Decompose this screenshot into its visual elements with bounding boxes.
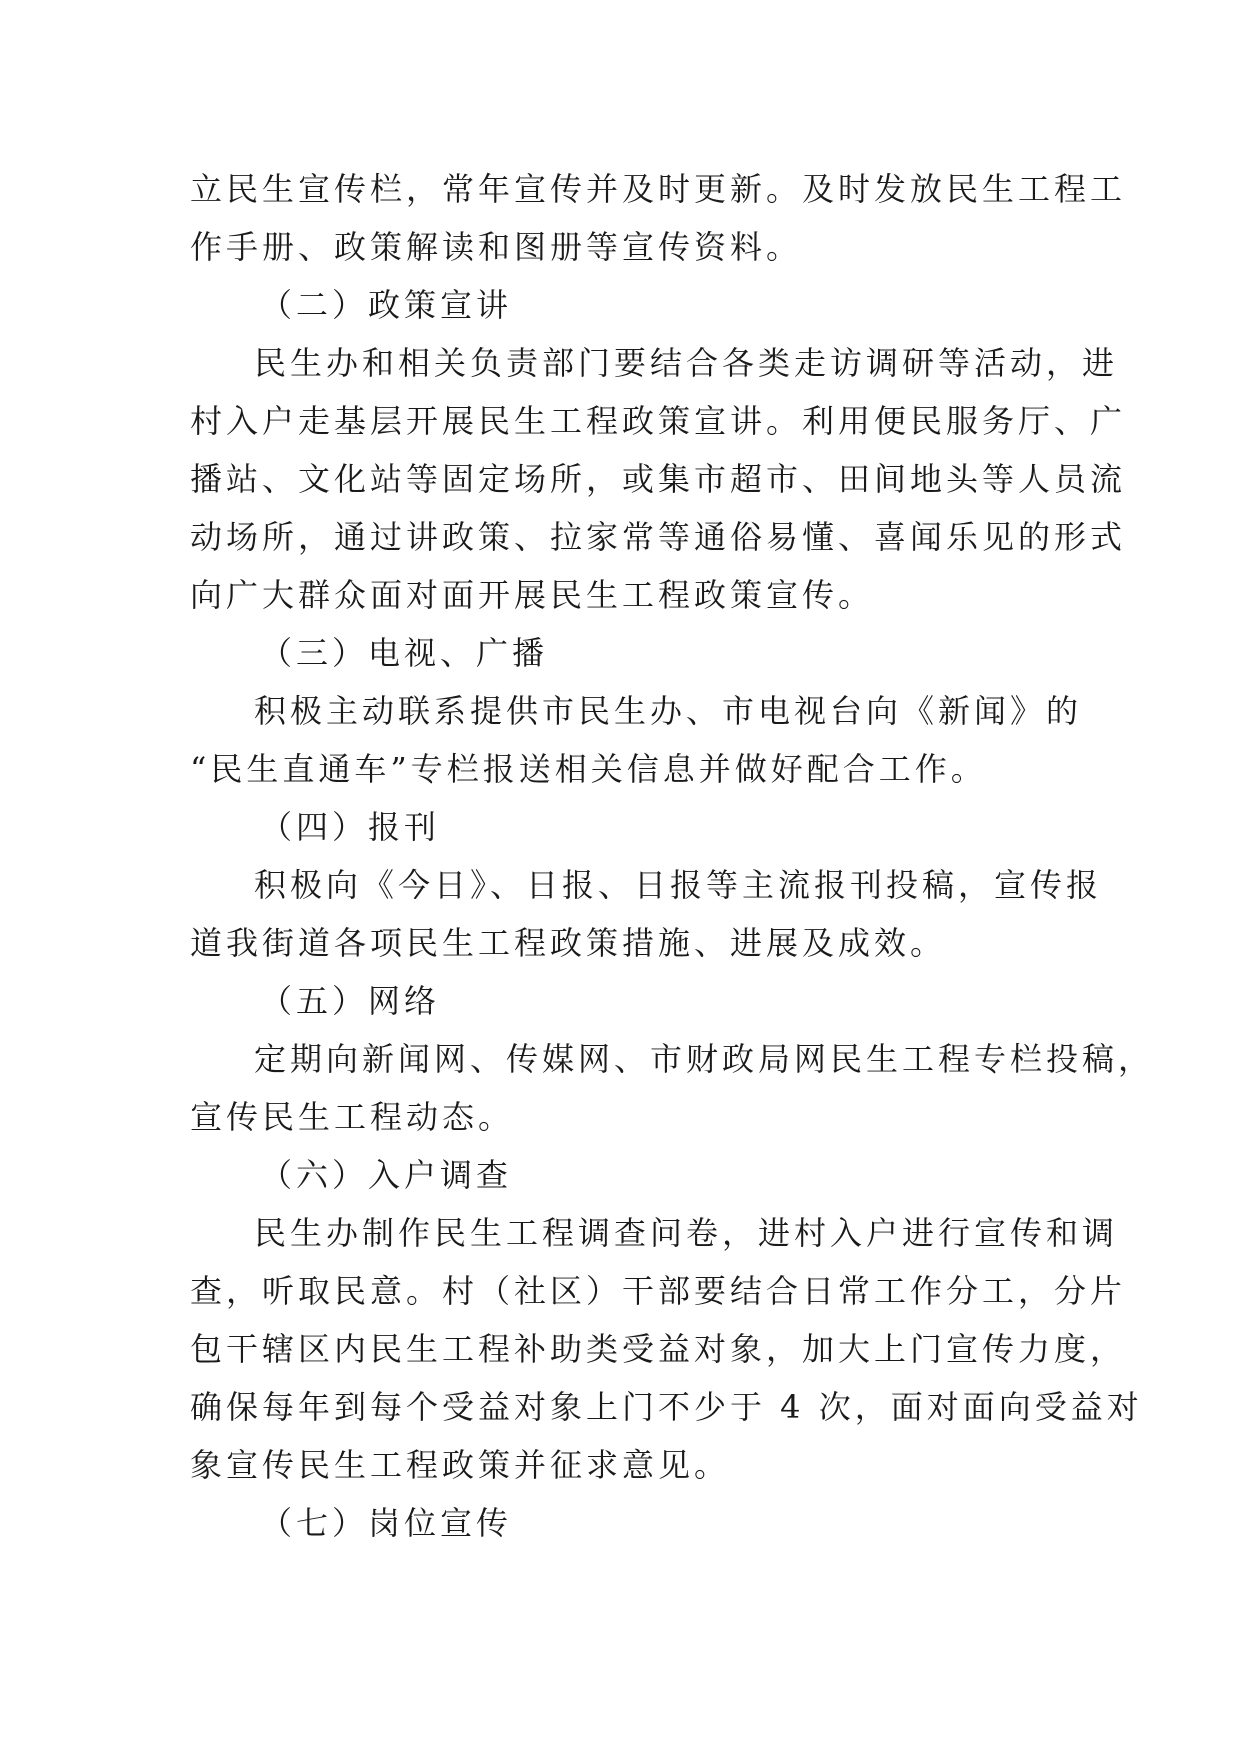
paragraph-line: 象宣传民生工程政策并征求意见。 [190,1446,731,1484]
paragraph-line: 宣传民生工程动态。 [190,1098,515,1136]
paragraph-line: 确保每年到每个受益对象上门不少于 4 次，面对面向受益对 [190,1388,1143,1426]
paragraph-line: 播站、文化站等固定场所，或集市超市、田间地头等人员流 [190,460,1127,498]
section-heading: （四）报刊 [260,808,441,846]
paragraph-line: 作手册、政策解读和图册等宣传资料。 [190,228,803,266]
paragraph-line: 道我街道各项民生工程政策措施、进展及成效。 [190,924,947,962]
paragraph-line: 积极主动联系提供市民生办、市电视台向《新闻》的 [254,692,1083,730]
section-heading: （二）政策宣讲 [260,286,513,324]
section-heading: （三）电视、广播 [260,634,549,672]
section-heading: （六）入户调查 [260,1156,513,1194]
paragraph-line: 村入户走基层开展民生工程政策宣讲。利用便民服务厅、广 [190,402,1127,440]
section-heading: （七）岗位宣传 [260,1504,513,1542]
paragraph-line: 民生办制作民生工程调查问卷，进村入户进行宣传和调 [254,1214,1119,1252]
section-heading: （五）网络 [260,982,441,1020]
paragraph-line: 动场所，通过讲政策、拉家常等通俗易懂、喜闻乐见的形式 [190,518,1127,556]
paragraph-line: “民生直通车”专栏报送相关信息并做好配合工作。 [190,750,987,788]
paragraph-line: 向广大群众面对面开展民生工程政策宣传。 [190,576,875,614]
paragraph-line: 定期向新闻网、传媒网、市财政局网民生工程专栏投稿， [254,1040,1155,1078]
paragraph-line: 积极向《今日》、日报、日报等主流报刊投稿，宣传报 [254,866,1103,904]
document-body [190,160,1155,1552]
paragraph-line: 包干辖区内民生工程补助类受益对象，加大上门宣传力度， [190,1330,1127,1368]
paragraph-line: 民生办和相关负责部门要结合各类走访调研等活动，进 [254,344,1119,382]
paragraph-line: 查，听取民意。村（社区）干部要结合日常工作分工，分片 [190,1272,1127,1310]
paragraph-line: 立民生宣传栏，常年宣传并及时更新。及时发放民生工程工 [190,170,1127,208]
